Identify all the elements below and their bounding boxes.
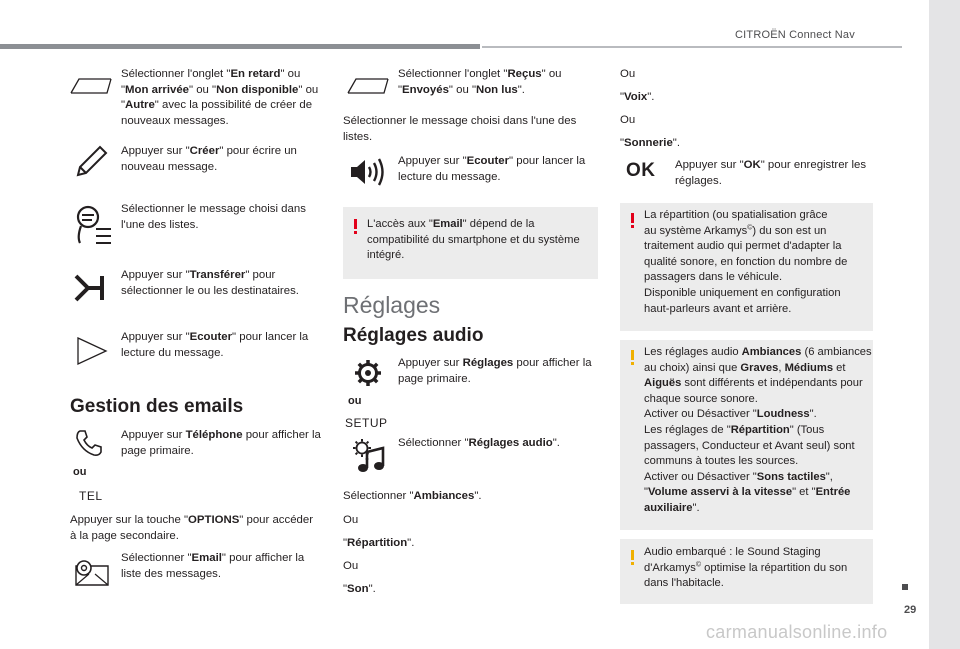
info-icon — [631, 350, 634, 365]
email-icon — [74, 560, 110, 586]
item-settings: Appuyer sur Réglages pour afficher la page primaire. — [398, 357, 592, 385]
para-or-1: Ou — [343, 514, 359, 526]
item-select-tab: Sélectionner l'onglet "En retard" ou "Mon arrivée" ou "Non disponible" ou "Autre" avec la possibilité de créer de nouveaux messages. — [121, 68, 319, 127]
item-listen-2: Appuyer sur "Ecouter" pour lancer la lecture du message. — [398, 155, 586, 183]
warning-icon-2 — [631, 213, 634, 228]
para-son: "Son". — [343, 583, 376, 595]
header-rule-dark — [0, 44, 480, 49]
para-or-3: Ou — [620, 68, 636, 80]
item-create: Appuyer sur "Créer" pour écrire un nouveau message. — [121, 145, 297, 173]
para-select-message: Sélectionner le message choisi dans l'une des listes. — [343, 115, 577, 143]
para-or-4: Ou — [620, 114, 636, 126]
warning-box-email — [343, 207, 598, 279]
warning-email-text: L'accès aux "Email" dépend de la compatibilité du smartphone et du système intégré. — [367, 218, 580, 262]
info-sound-staging-text: Audio embarqué : le Sound Staging d'Arkamys© optimise la répartition du son dans l'habitacle. — [644, 546, 848, 590]
tel-button-label: TEL — [79, 489, 103, 503]
or-label-2: ou — [348, 395, 362, 407]
item-phone: Appuyer sur Téléphone pour afficher la page primaire. — [121, 429, 321, 457]
section-title-emails: Gestion des emails — [70, 396, 244, 417]
page-number: 29 — [904, 604, 917, 616]
play-icon — [76, 336, 108, 366]
info-icon-2 — [631, 550, 634, 565]
item-email: Sélectionner "Email" pour afficher la liste des messages. — [121, 552, 305, 580]
heading-settings: Réglages — [343, 292, 441, 318]
settings-gear-icon — [353, 358, 383, 388]
info-box-audio-settings — [620, 340, 873, 530]
header-rule-light — [482, 46, 902, 48]
para-options: Appuyer sur la touche "OPTIONS" pour accéder à la page secondaire. — [70, 514, 313, 542]
tag-icon-2 — [347, 78, 389, 94]
contact-list-icon — [74, 205, 112, 245]
warning-box-repartition — [620, 203, 873, 331]
para-ambiances: Sélectionner "Ambiances". — [343, 490, 482, 502]
ok-button-icon: OK — [626, 160, 656, 181]
item-ok: Appuyer sur "OK" pour enregistrer les réglages. — [675, 159, 867, 187]
para-voix: "Voix". — [620, 91, 655, 103]
phone-icon — [74, 428, 104, 458]
watermark: carmanualsonline.info — [706, 622, 888, 642]
pencil-icon — [74, 145, 108, 179]
speaker-icon — [349, 157, 385, 187]
page-edge-strip — [929, 0, 960, 649]
item-select-inbox-tab: Sélectionner l'onglet "Reçus" ou "Envoyés" ou "Non lus". — [398, 68, 562, 96]
warning-repartition-text: La répartition (ou spatialisation grâce au système Arkamys©) du son est un traitement audio qui permet d'adapter la qualité sonore, en fonction du nombre de passagers dans le véhicule. Disponible uniquement en configuration haut-parleurs avant et arrière. — [644, 209, 848, 315]
setup-button-label: SETUP — [345, 416, 388, 430]
brand-header: CITROËN Connect Nav — [735, 29, 855, 41]
or-label: ou — [73, 466, 87, 478]
subheading-audio-settings: Réglages audio — [343, 325, 484, 346]
page-marker — [902, 584, 908, 590]
info-box-sound-staging — [620, 539, 873, 604]
item-audio-settings: Sélectionner "Réglages audio". — [398, 437, 560, 449]
para-repartition: "Répartition". — [343, 537, 415, 549]
item-select-message: Sélectionner le message choisi dans l'une des listes. — [121, 203, 306, 231]
item-listen: Appuyer sur "Ecouter" pour lancer la lecture du message. — [121, 331, 309, 359]
item-forward: Appuyer sur "Transférer" pour sélectionner le ou les destinataires. — [121, 269, 299, 297]
para-or-2: Ou — [343, 560, 359, 572]
forward-icon — [74, 274, 106, 302]
info-audio-text: Les réglages audio Ambiances (6 ambiances au choix) ainsi que Graves, Médiums et Aiguës sont différents et indépendants pour chaque source sonore. Activer ou Désactiver "Loudness". Les réglages de "Répartition" (Tous passagers, Conducteur et Avant seul) sont communs à toutes les sources. Activer ou Désactiver "Sons tactiles", "Volume asservi à la vitesse" et "Entrée auxiliaire". — [644, 346, 872, 514]
para-sonnerie: "Sonnerie". — [620, 137, 681, 149]
audio-settings-icon — [352, 438, 386, 474]
tag-icon — [70, 78, 112, 94]
warning-icon — [354, 219, 357, 234]
